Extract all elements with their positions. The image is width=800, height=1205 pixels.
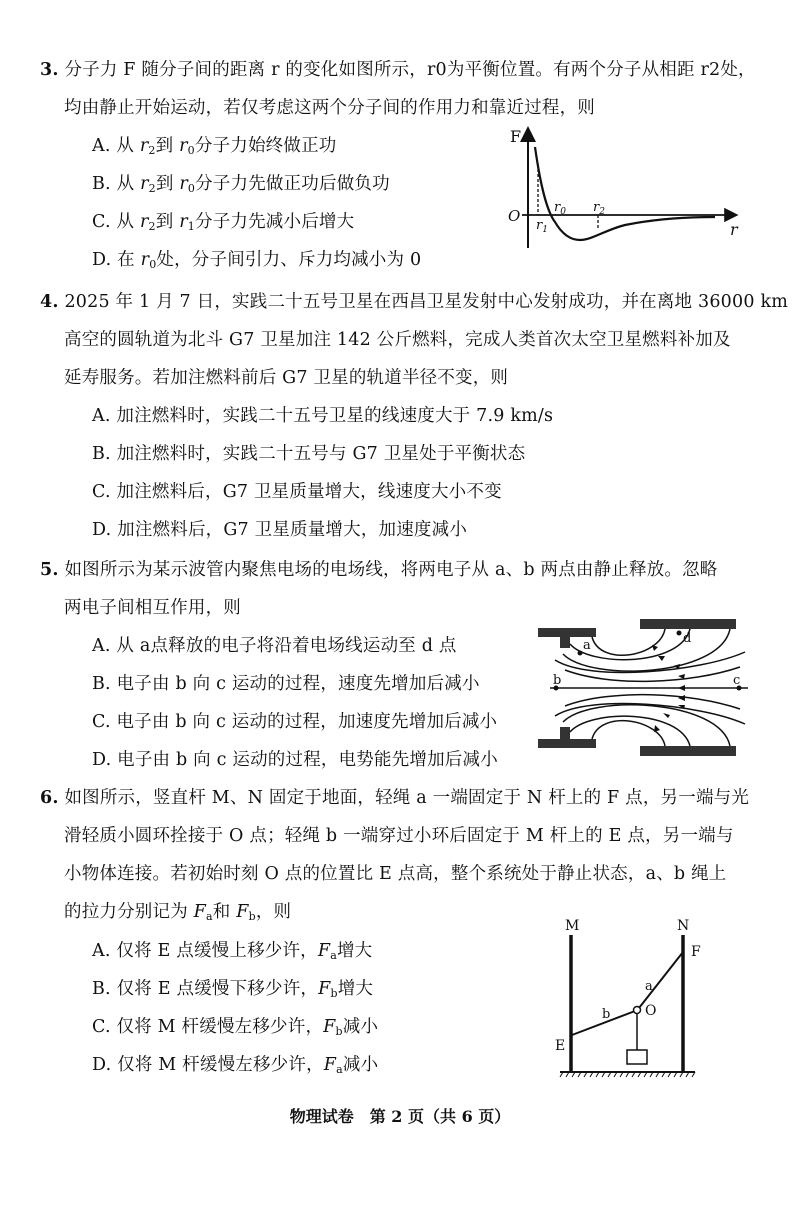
label-f: F	[691, 944, 701, 960]
q3-option-c[interactable]	[92, 208, 354, 233]
subscript: 2	[148, 144, 156, 157]
subscript: 2	[148, 182, 156, 195]
q4-option-a[interactable]	[92, 402, 553, 427]
q3-force-distance-figure	[500, 122, 750, 257]
q6-option-b[interactable]	[92, 975, 373, 1000]
var-f: F	[317, 941, 331, 961]
option-text: 分子力先做正功后做负功	[195, 174, 390, 194]
option-text: 电子由 b 向 c 运动的过程，加速度先增加后减小	[116, 712, 498, 732]
var-r: r	[179, 136, 188, 156]
option-label: C.	[92, 1017, 111, 1037]
r1-label: $r_1$	[536, 218, 548, 235]
label-e: E	[555, 1038, 566, 1054]
q4-stem-line-1	[40, 288, 788, 313]
option-text: 处，分子间引力、斥力均减小为 0	[156, 250, 422, 270]
q6-stem-line-4	[64, 898, 291, 923]
option-text: 到	[155, 174, 180, 194]
option-text: 从 a点释放的电子将沿着电场线运动至 d 点	[116, 636, 457, 656]
option-label: A.	[92, 636, 111, 656]
small-block	[627, 1050, 647, 1064]
option-text: 减小	[342, 1055, 379, 1075]
option-text: 到	[155, 136, 180, 156]
label-c: c	[733, 673, 741, 688]
q5-stem-line-2: 两电子间相互作用，则	[64, 598, 241, 618]
q6-option-a[interactable]	[92, 937, 372, 962]
q5-option-b[interactable]	[92, 670, 480, 695]
q5-option-d[interactable]	[92, 746, 498, 771]
electrode-bottom-left-tab	[560, 727, 570, 747]
label-o: O	[645, 1003, 657, 1019]
option-text: 到	[155, 212, 180, 232]
origin-label: O	[508, 207, 521, 225]
q3-option-d[interactable]	[92, 246, 421, 271]
q6-option-d[interactable]	[92, 1051, 378, 1076]
q3-option-b[interactable]	[92, 170, 390, 195]
r-axis-label: r	[730, 220, 738, 239]
var-f: F	[323, 1017, 336, 1037]
label-a: a	[583, 638, 591, 653]
electrode-top-right	[640, 619, 736, 629]
page-footer: 物理试卷 第 2 页（共 6 页）	[289, 1107, 511, 1126]
stem-text: 和	[212, 902, 237, 922]
var-f: F	[323, 1055, 337, 1075]
electrode-bottom-right	[640, 746, 736, 756]
subscript: a	[206, 910, 213, 923]
q3-stem-text-1: 分子力 F 随分子间的距离 r 的变化如图所示，r0为平衡位置。有两个分子从相距 r2处，	[64, 60, 756, 80]
subscript: 0	[187, 182, 196, 195]
option-text: 从	[116, 136, 140, 156]
label-n: N	[677, 918, 690, 934]
subscript: a	[336, 1063, 343, 1076]
option-label: D.	[92, 250, 112, 270]
option-text: 增大	[337, 979, 374, 999]
point-a	[578, 651, 583, 656]
option-label: D.	[92, 750, 112, 770]
var-f: F	[318, 979, 331, 999]
option-label: D.	[92, 520, 112, 540]
q6-stem-text-1: 如图所示，竖直杆 M、N 固定于地面，轻绳 a 一端固定于 N 杆上的 F 点，另一端与光	[64, 788, 750, 808]
label-b: b	[602, 1007, 611, 1022]
option-label: C.	[92, 212, 111, 232]
option-text: 电子由 b 向 c 运动的过程，电势能先增加后减小	[117, 750, 498, 770]
option-label: B.	[92, 979, 111, 999]
option-label: B.	[92, 674, 111, 694]
r0-label: $r_0$	[554, 200, 566, 217]
option-label: C.	[92, 482, 111, 502]
var-r: r	[179, 212, 188, 232]
option-label: B.	[92, 174, 111, 194]
q6-stem-line-2: 滑轻质小圆环拴接于 O 点；轻绳 b 一端穿过小环后固定于 M 杆上的 E 点，另一端与	[64, 826, 734, 846]
option-label: A.	[92, 406, 111, 426]
q5-electric-field-figure	[530, 612, 755, 757]
option-text: 电子由 b 向 c 运动的过程，速度先增加后减小	[116, 674, 480, 694]
q6-stem-line-3: 小物体连接。若初始时刻 O 点的位置比 E 点高，整个系统处于静止状态，a、b 绳上	[64, 864, 727, 884]
subscript: 0	[149, 258, 157, 271]
q4-stem-line-3: 延寿服务。若加注燃料前后 G7 卫星的轨道半径不变，则	[64, 368, 509, 388]
q4-option-b[interactable]	[92, 440, 525, 465]
field-lines	[550, 629, 748, 746]
point-d	[677, 631, 682, 636]
option-label: C.	[92, 712, 111, 732]
var-r: r	[139, 136, 149, 156]
subscript: 0	[187, 144, 195, 157]
q6-stem-line-1	[40, 784, 749, 809]
option-label: A.	[92, 136, 111, 156]
var-r: r	[140, 250, 150, 270]
subscript: a	[330, 949, 337, 962]
option-text: 在	[117, 250, 141, 270]
var-f: F	[193, 902, 207, 922]
q3-option-a[interactable]	[92, 132, 336, 157]
q4-stem-text-1: 2025 年 1 月 7 日，实践二十五号卫星在西昌卫星发射中心发射成功，并在离地 36000 km	[64, 292, 789, 312]
option-text: 加注燃料后，G7 卫星质量增大，线速度大小不变	[116, 482, 502, 502]
subscript: 2	[148, 220, 156, 233]
option-text: 从	[116, 212, 140, 232]
stem-text: ，则	[255, 902, 292, 922]
q6-rope-rod-figure	[545, 910, 715, 1085]
q4-number: 4.	[40, 292, 59, 312]
option-text: 从	[116, 174, 141, 194]
label-m: M	[565, 918, 580, 934]
var-r: r	[139, 212, 149, 232]
option-text: 减小	[342, 1017, 379, 1037]
option-label: A.	[92, 941, 111, 961]
q4-stem-line-2: 高空的圆轨道为北斗 G7 卫星加注 142 公斤燃料，完成人类首次太空卫星燃料补加及	[64, 330, 731, 350]
var-r: r	[179, 174, 188, 194]
q4-option-c[interactable]	[92, 478, 502, 503]
label-a: a	[645, 979, 653, 994]
f-axis-label: F	[510, 127, 522, 146]
q5-stem-text-1: 如图所示为某示波管内聚焦电场的电场线，将两电子从 a、b 两点由静止释放。忽略	[64, 560, 718, 580]
subscript: b	[248, 910, 256, 923]
ring-o	[634, 1007, 641, 1014]
q5-stem-line-1	[40, 556, 718, 581]
subscript: 1	[187, 220, 195, 233]
option-label: B.	[92, 444, 111, 464]
option-text: 仅将 E 点缓慢上移少许，	[116, 941, 318, 961]
q3-number: 3.	[40, 60, 59, 80]
q3-stem-line-2: 均由静止开始运动，若仅考虑这两个分子间的作用力和靠近过程，则	[64, 98, 595, 118]
option-text: 仅将 E 点缓慢下移少许，	[116, 979, 319, 999]
option-label: D.	[92, 1055, 112, 1075]
q3-stem-line-1	[40, 56, 756, 81]
q5-number: 5.	[40, 560, 59, 580]
subscript: b	[335, 1025, 343, 1038]
q5-option-a[interactable]	[92, 632, 457, 657]
option-text: 加注燃料时，实践二十五号与 G7 卫星处于平衡状态	[116, 444, 526, 464]
force-curve	[535, 147, 715, 240]
var-r: r	[140, 174, 149, 194]
r2-label: $r_2$	[593, 200, 605, 217]
option-text: 分子力先减小后增大	[195, 212, 355, 232]
option-text: 仅将 M 杆缓慢左移少许，	[116, 1017, 324, 1037]
option-text: 分子力始终做正功	[194, 136, 337, 156]
q4-option-d[interactable]	[92, 516, 467, 541]
var-f: F	[236, 902, 249, 922]
option-text: 加注燃料时，实践二十五号卫星的线速度大于 7.9 km/s	[116, 406, 554, 426]
label-d: d	[683, 631, 692, 646]
q6-option-c[interactable]	[92, 1013, 378, 1038]
option-text: 增大	[336, 941, 373, 961]
option-text: 加注燃料后，G7 卫星质量增大，加速度减小	[117, 520, 468, 540]
option-text: 仅将 M 杆缓慢左移少许，	[117, 1055, 324, 1075]
q6-number: 6.	[40, 788, 59, 808]
stem-text: 的拉力分别记为	[64, 902, 194, 922]
subscript: b	[330, 987, 338, 1000]
electrode-top-left-tab	[560, 628, 570, 648]
label-b: b	[553, 673, 562, 688]
q5-option-c[interactable]	[92, 708, 497, 733]
